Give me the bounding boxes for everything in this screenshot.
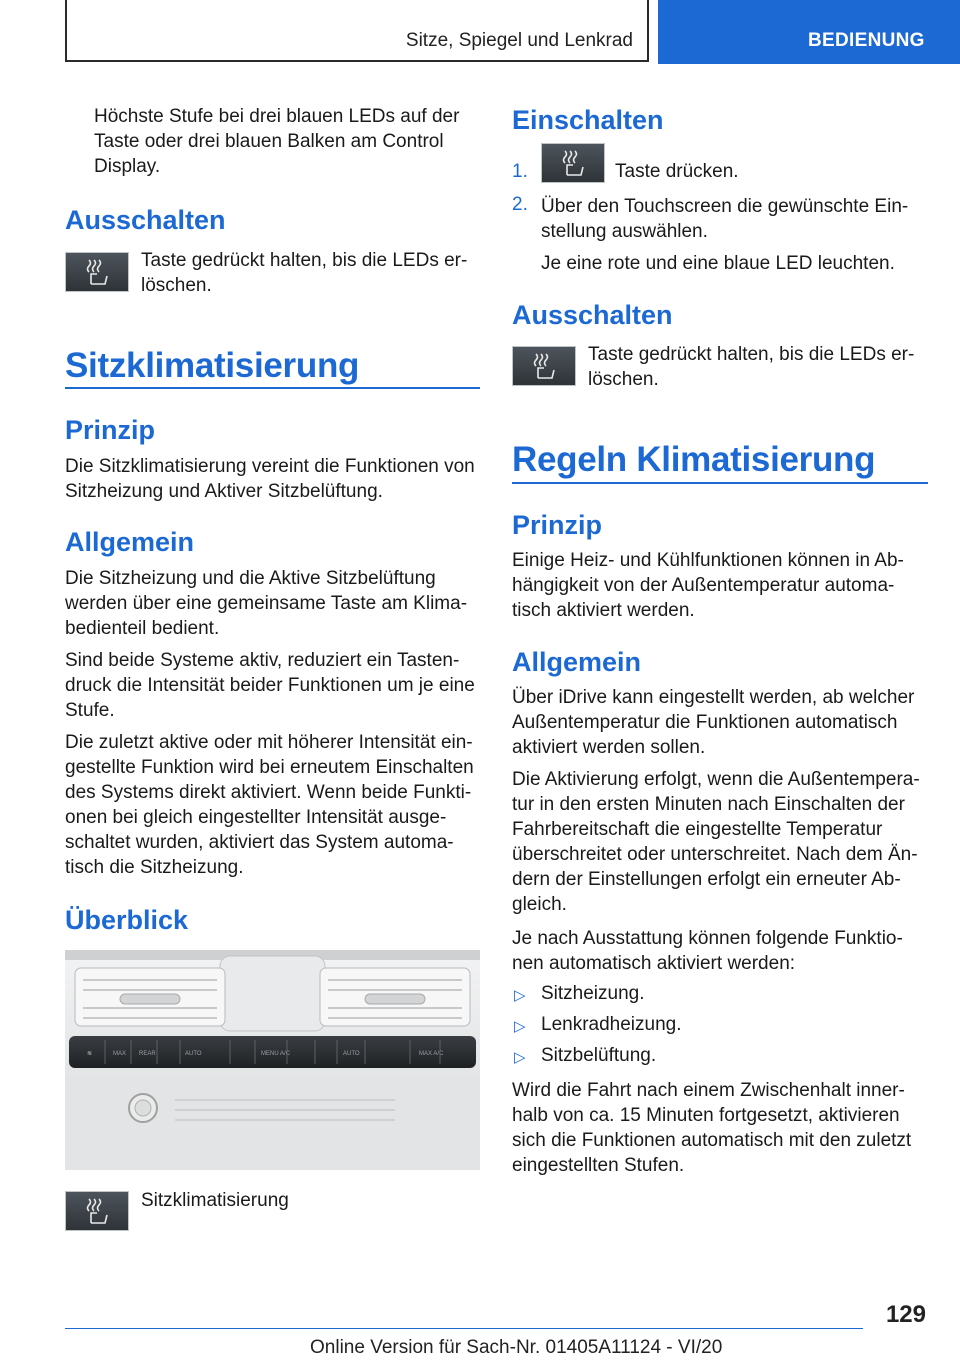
photo-button-label-4: MENU A/C (261, 1051, 291, 1057)
title-rule (65, 387, 480, 389)
allgemein-right-paragraph-2: Die Aktivierung erfolgt, wenn die Außentempera-tur in den ersten Minuten nach Einschalten der Fahrbereitschaft die eingestellte Temperatur überschreitet oder unterschreitet. Nach dem Än-dern der Einstellungen erfolgt ein erneuter Ab-gleich. (512, 769, 920, 915)
title-regeln-klimatisierung: Regeln Klimatisierung (512, 440, 876, 479)
chapter-label: BEDIENUNG (808, 30, 925, 51)
allgemein-paragraph-1: Die Sitzheizung und die Aktive Sitzbelüftung werden über eine gemeinsame Taste am Klima-bedienteil bedient. (65, 568, 468, 639)
seat-climate-icon (561, 149, 585, 177)
step-note: Je eine rote und eine blaue LED leuchten. (541, 253, 895, 274)
header-frame (65, 0, 649, 62)
allgemein-paragraph-2: Sind beide Systeme aktiv, reduziert ein Tasten-druck die Intensität beider Funktionen um je eine Stufe. (65, 650, 475, 721)
bullet-marker-3: ▷ (514, 1049, 526, 1066)
bullet-item-3: Sitzbelüftung. (541, 1045, 657, 1066)
chapter-tab (658, 0, 960, 64)
seat-climate-icon (85, 1197, 109, 1225)
photo-button-label-1: MAX (113, 1051, 127, 1057)
allgemein-right-paragraph-3: Je nach Ausstattung können folgende Funktio-nen automatisch aktiviert werden: (512, 928, 903, 974)
step-number-1: 1. (512, 161, 528, 182)
prinzip-text-right: Einige Heiz- und Kühlfunktionen können in Ab-hängigkeit von der Außentemperatur automa-tisch aktiviert werden. (512, 550, 904, 621)
page-number: 129 (885, 1301, 926, 1328)
heading-allgemein-right: Allgemein (512, 647, 642, 677)
allgemein-paragraph-3: Die zuletzt aktive oder mit höherer Intensität ein-gestellte Funktion wird bei erneutem Einschalten des Systems direkt aktiviert. Wenn beide Funkti-onen bei gleich eingestellter Intensität ausge-schaltet wurden, aktiviert das System automa-tisch die Sitzheizung. (65, 732, 474, 878)
section-title: Sitze, Spiegel und Lenkrad (405, 30, 633, 51)
ausschalten-text-left: Taste gedrückt halten, bis die LEDs er-löschen. (141, 250, 468, 296)
seat-climate-icon (532, 352, 556, 380)
footer-text: Online Version für Sach-Nr. 01405A11124 - VI/20 (310, 1337, 723, 1358)
seat-climate-button-icon-right (512, 346, 576, 386)
page-header (0, 0, 960, 64)
allgemein-right-paragraph-4: Wird die Fahrt nach einem Zwischenhalt inner-halb von ca. 15 Minuten fortgesetzt, aktivieren sich die Funktionen automatisch mit den zuletzt eingestellten Stufen. (512, 1080, 912, 1176)
heading-prinzip-left: Prinzip (65, 415, 156, 445)
climate-panel-illustration (65, 950, 480, 1170)
climate-panel-photo (65, 950, 480, 1170)
footer-rule (65, 1328, 863, 1329)
title-rule-right (512, 482, 928, 484)
photo-button-label-6: MAX A/C (419, 1051, 444, 1057)
seat-climate-icon (85, 258, 109, 286)
photo-button-label-5: AUTO (343, 1051, 360, 1057)
step-text-1: Taste drücken. (615, 161, 739, 182)
heading-ausschalten-left: Ausschalten (65, 205, 226, 235)
ausschalten-text-right: Taste gedrückt halten, bis die LEDs er-löschen. (588, 344, 915, 390)
heading-ausschalten-right: Ausschalten (512, 300, 673, 330)
prinzip-text-left: Die Sitzklimatisierung vereint die Funktionen von Sitzheizung und Aktiver Sitzbelüftung. (65, 456, 475, 502)
photo-button-label-3: AUTO (185, 1051, 202, 1057)
bullet-marker-1: ▷ (514, 987, 526, 1004)
heading-ueberblick: Überblick (65, 905, 189, 935)
bullet-item-2: Lenkradheizung. (541, 1014, 682, 1035)
seat-climate-button-icon-caption (65, 1191, 129, 1231)
svg-text:≋: ≋ (87, 1051, 93, 1057)
step-text-2: Über den Touchscreen die gewünschte Ein-stellung auswählen. (541, 196, 909, 242)
title-sitzklimatisierung: Sitzklimatisierung (65, 346, 360, 385)
heading-einschalten: Einschalten (512, 105, 664, 135)
seat-climate-button-icon (65, 252, 129, 292)
heading-prinzip-right: Prinzip (512, 510, 603, 540)
allgemein-right-paragraph-1: Über iDrive kann eingestellt werden, ab welcher Außentemperatur die Funktionen automatisch aktiviert werden sollen. (512, 687, 915, 758)
bullet-marker-2: ▷ (514, 1018, 526, 1035)
step-number-2: 2. (512, 194, 528, 215)
heading-allgemein-left: Allgemein (65, 527, 195, 557)
bullet-item-1: Sitzheizung. (541, 983, 645, 1004)
intro-paragraph: Höchste Stufe bei drei blauen LEDs auf der Taste oder drei blauen Balken am Control Display. (94, 106, 460, 177)
seat-climate-button-icon-step (541, 143, 605, 183)
photo-button-label-2: REAR (139, 1051, 156, 1057)
ueberblick-caption: Sitzklimatisierung (141, 1190, 289, 1211)
